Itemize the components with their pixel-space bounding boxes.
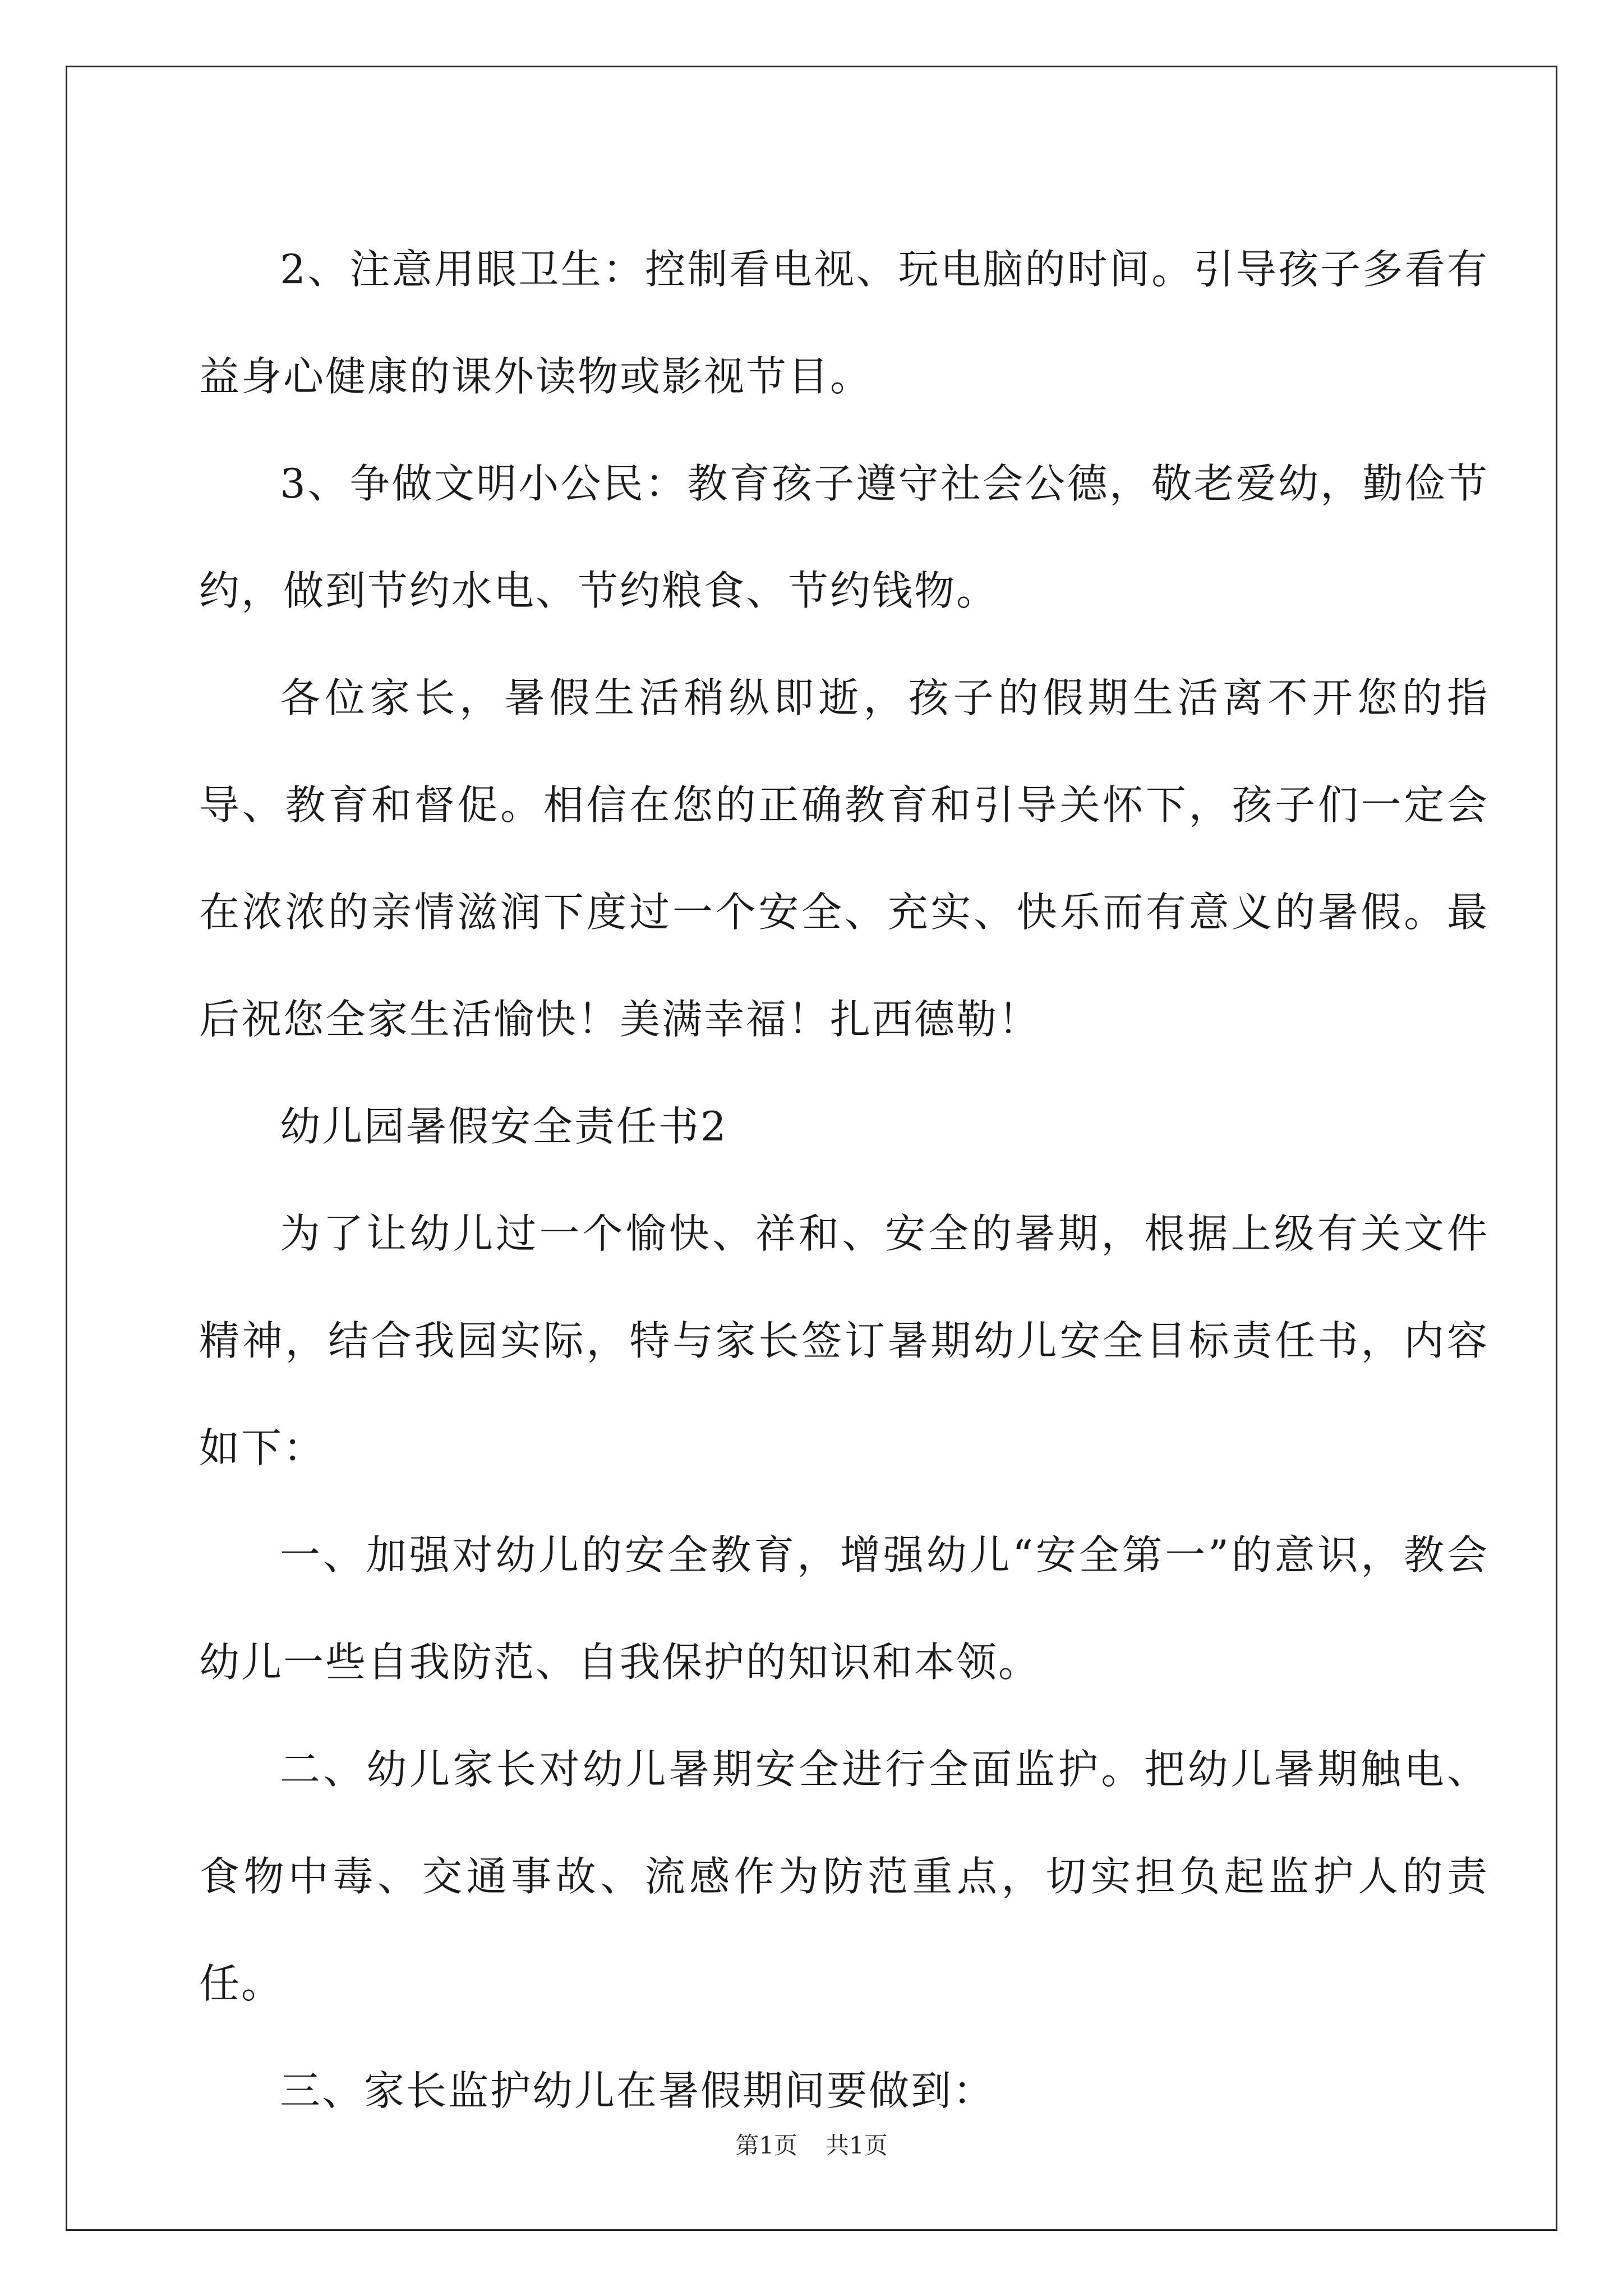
page-number: 第1页: [735, 2132, 797, 2159]
page-footer: [0, 2129, 1623, 2162]
paragraph-eye-hygiene: 2、注意用眼卫生：控制看电视、玩电脑的时间。引导孩子多看有益身心健康的课外读物或影视节目。: [199, 246, 1489, 400]
paragraph-closing-wishes: 各位家长，暑假生活稍纵即逝，孩子的假期生活离不开您的指导、教育和督促。相信在您的正确教育和引导关怀下，孩子们一定会在浓浓的亲情滋润下度过一个安全、充实、快乐而有意义的暑假。最后祝您全家生活愉快！美满幸福！扎西德勒！: [199, 674, 1489, 1043]
paragraph-item-two: 二、幼儿家长对幼儿暑期安全进行全面监护。把幼儿暑期触电、食物中毒、交通事故、流感作为防范重点，切实担负起监护人的责任。: [199, 1746, 1489, 2007]
paragraph-item-one: 一、加强对幼儿的安全教育，增强幼儿“安全第一”的意识，教会幼儿一些自我防范、自我保护的知识和本领。: [199, 1531, 1489, 1686]
paragraph-item-three: 三、家长监护幼儿在暑假期间要做到：: [280, 2067, 995, 2114]
section-heading: 幼儿园暑假安全责任书2: [280, 1103, 728, 1150]
page-total: 共1页: [826, 2132, 888, 2159]
paragraph-civic-behavior: 3、争做文明小公民：教育孩子遵守社会公德，敬老爱幼，勤俭节约，做到节约水电、节约粮食、节约钱物。: [199, 460, 1489, 614]
paragraph-intro: 为了让幼儿过一个愉快、祥和、安全的暑期，根据上级有关文件精神，结合我园实际，特与家长签订暑期幼儿安全目标责任书，内容如下：: [199, 1210, 1489, 1471]
document-body: [199, 216, 1489, 2145]
